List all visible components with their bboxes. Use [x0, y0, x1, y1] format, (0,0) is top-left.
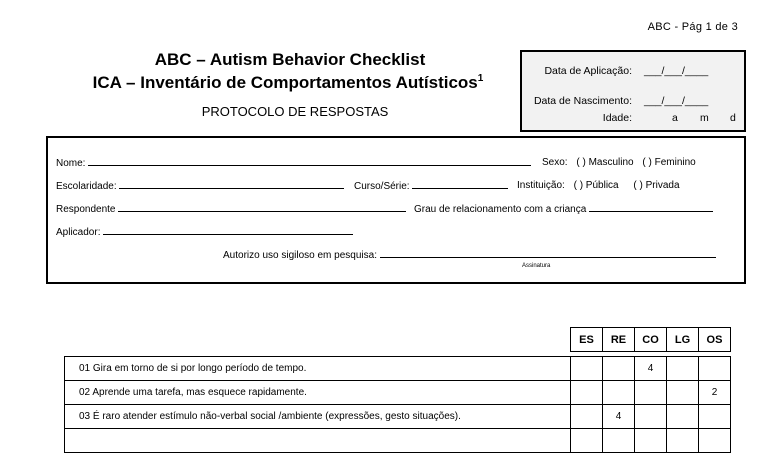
idade-unit-a: a [672, 112, 678, 124]
assinatura-field[interactable] [380, 249, 716, 258]
idade-label: Idade: [602, 112, 632, 124]
score-cell-co[interactable] [635, 405, 667, 429]
score-cell-es[interactable] [571, 405, 603, 429]
assinatura-caption: Assinatura [522, 263, 551, 269]
instituicao-publica-option[interactable]: ( ) Pública [573, 180, 619, 191]
score-cell-os[interactable] [699, 405, 731, 429]
column-header-lg: LG [667, 328, 699, 352]
grau-field[interactable] [589, 203, 713, 212]
document-title-portuguese [68, 73, 508, 93]
curso-label: Curso/Série: [354, 181, 410, 192]
column-header-os: OS [699, 328, 731, 352]
nascimento-label: Data de Nascimento: [533, 95, 632, 107]
score-cell-co[interactable]: 4 [635, 357, 667, 381]
date-box [520, 50, 746, 132]
score-cell-lg[interactable] [667, 357, 699, 381]
nascimento-date-field[interactable]: ___/___/____ [644, 95, 709, 107]
autorizo-label: Autorizo uso sigiloso em pesquisa: [223, 250, 377, 261]
table-row [65, 405, 731, 429]
aplicacao-label: Data de Aplicação: [544, 65, 632, 77]
instituicao-label: Instituição: [517, 180, 565, 191]
score-cell-co[interactable] [635, 381, 667, 405]
nome-label: Nome: [56, 158, 86, 169]
respondent-info-box [46, 136, 746, 284]
score-cell-lg[interactable] [667, 405, 699, 429]
idade-unit-m: m [700, 112, 709, 124]
response-table [64, 327, 731, 453]
score-cell-re[interactable] [603, 381, 635, 405]
score-cell-os[interactable] [699, 357, 731, 381]
column-header-re: RE [603, 328, 635, 352]
aplicacao-date-field[interactable]: ___/___/____ [644, 65, 709, 77]
sexo-label: Sexo: [542, 157, 568, 168]
title-line2-text: ICA – Inventário de Comportamentos Autísticos [92, 73, 478, 92]
title-footnote-marker: 1 [477, 73, 484, 84]
sexo-feminino-option[interactable]: ( ) Feminino [642, 157, 696, 168]
curso-field[interactable] [412, 180, 508, 189]
item-text: 03 É raro atender estímulo não-verbal social /ambiente (expressões, gesto situações). [65, 405, 571, 429]
respondente-label: Respondente [56, 204, 116, 215]
idade-unit-d: d [730, 112, 736, 124]
score-cell-es[interactable] [571, 381, 603, 405]
grau-label: Grau de relacionamento com a criança [414, 204, 587, 215]
table-row [65, 381, 731, 405]
score-cell-re[interactable] [603, 357, 635, 381]
score-cell-lg[interactable] [667, 381, 699, 405]
table-row [65, 357, 731, 381]
item-text: 02 Aprende uma tarefa, mas esquece rapidamente. [65, 381, 571, 405]
score-cell-re[interactable]: 4 [603, 405, 635, 429]
page-number-label: ABC - Pág 1 de 3 [647, 21, 738, 33]
nome-field[interactable] [88, 157, 531, 166]
column-header-co: CO [635, 328, 667, 352]
score-cell-os[interactable]: 2 [699, 381, 731, 405]
respondente-field[interactable] [118, 203, 406, 212]
aplicador-field[interactable] [103, 226, 353, 235]
escolaridade-field[interactable] [119, 180, 344, 189]
sexo-masculino-option[interactable]: ( ) Masculino [576, 157, 634, 168]
column-header-es: ES [571, 328, 603, 352]
table-header-row [65, 328, 731, 352]
instituicao-privada-option[interactable]: ( ) Privada [633, 180, 680, 191]
item-text: 01 Gira em torno de si por longo período de tempo. [65, 357, 571, 381]
document-subtitle: PROTOCOLO DE RESPOSTAS [201, 104, 389, 119]
aplicador-label: Aplicador: [56, 227, 101, 238]
escolaridade-label: Escolaridade: [56, 181, 117, 192]
document-title: ABC – Autism Behavior Checklist [154, 50, 426, 69]
header-blank-cell [65, 328, 571, 352]
score-cell-es[interactable] [571, 357, 603, 381]
